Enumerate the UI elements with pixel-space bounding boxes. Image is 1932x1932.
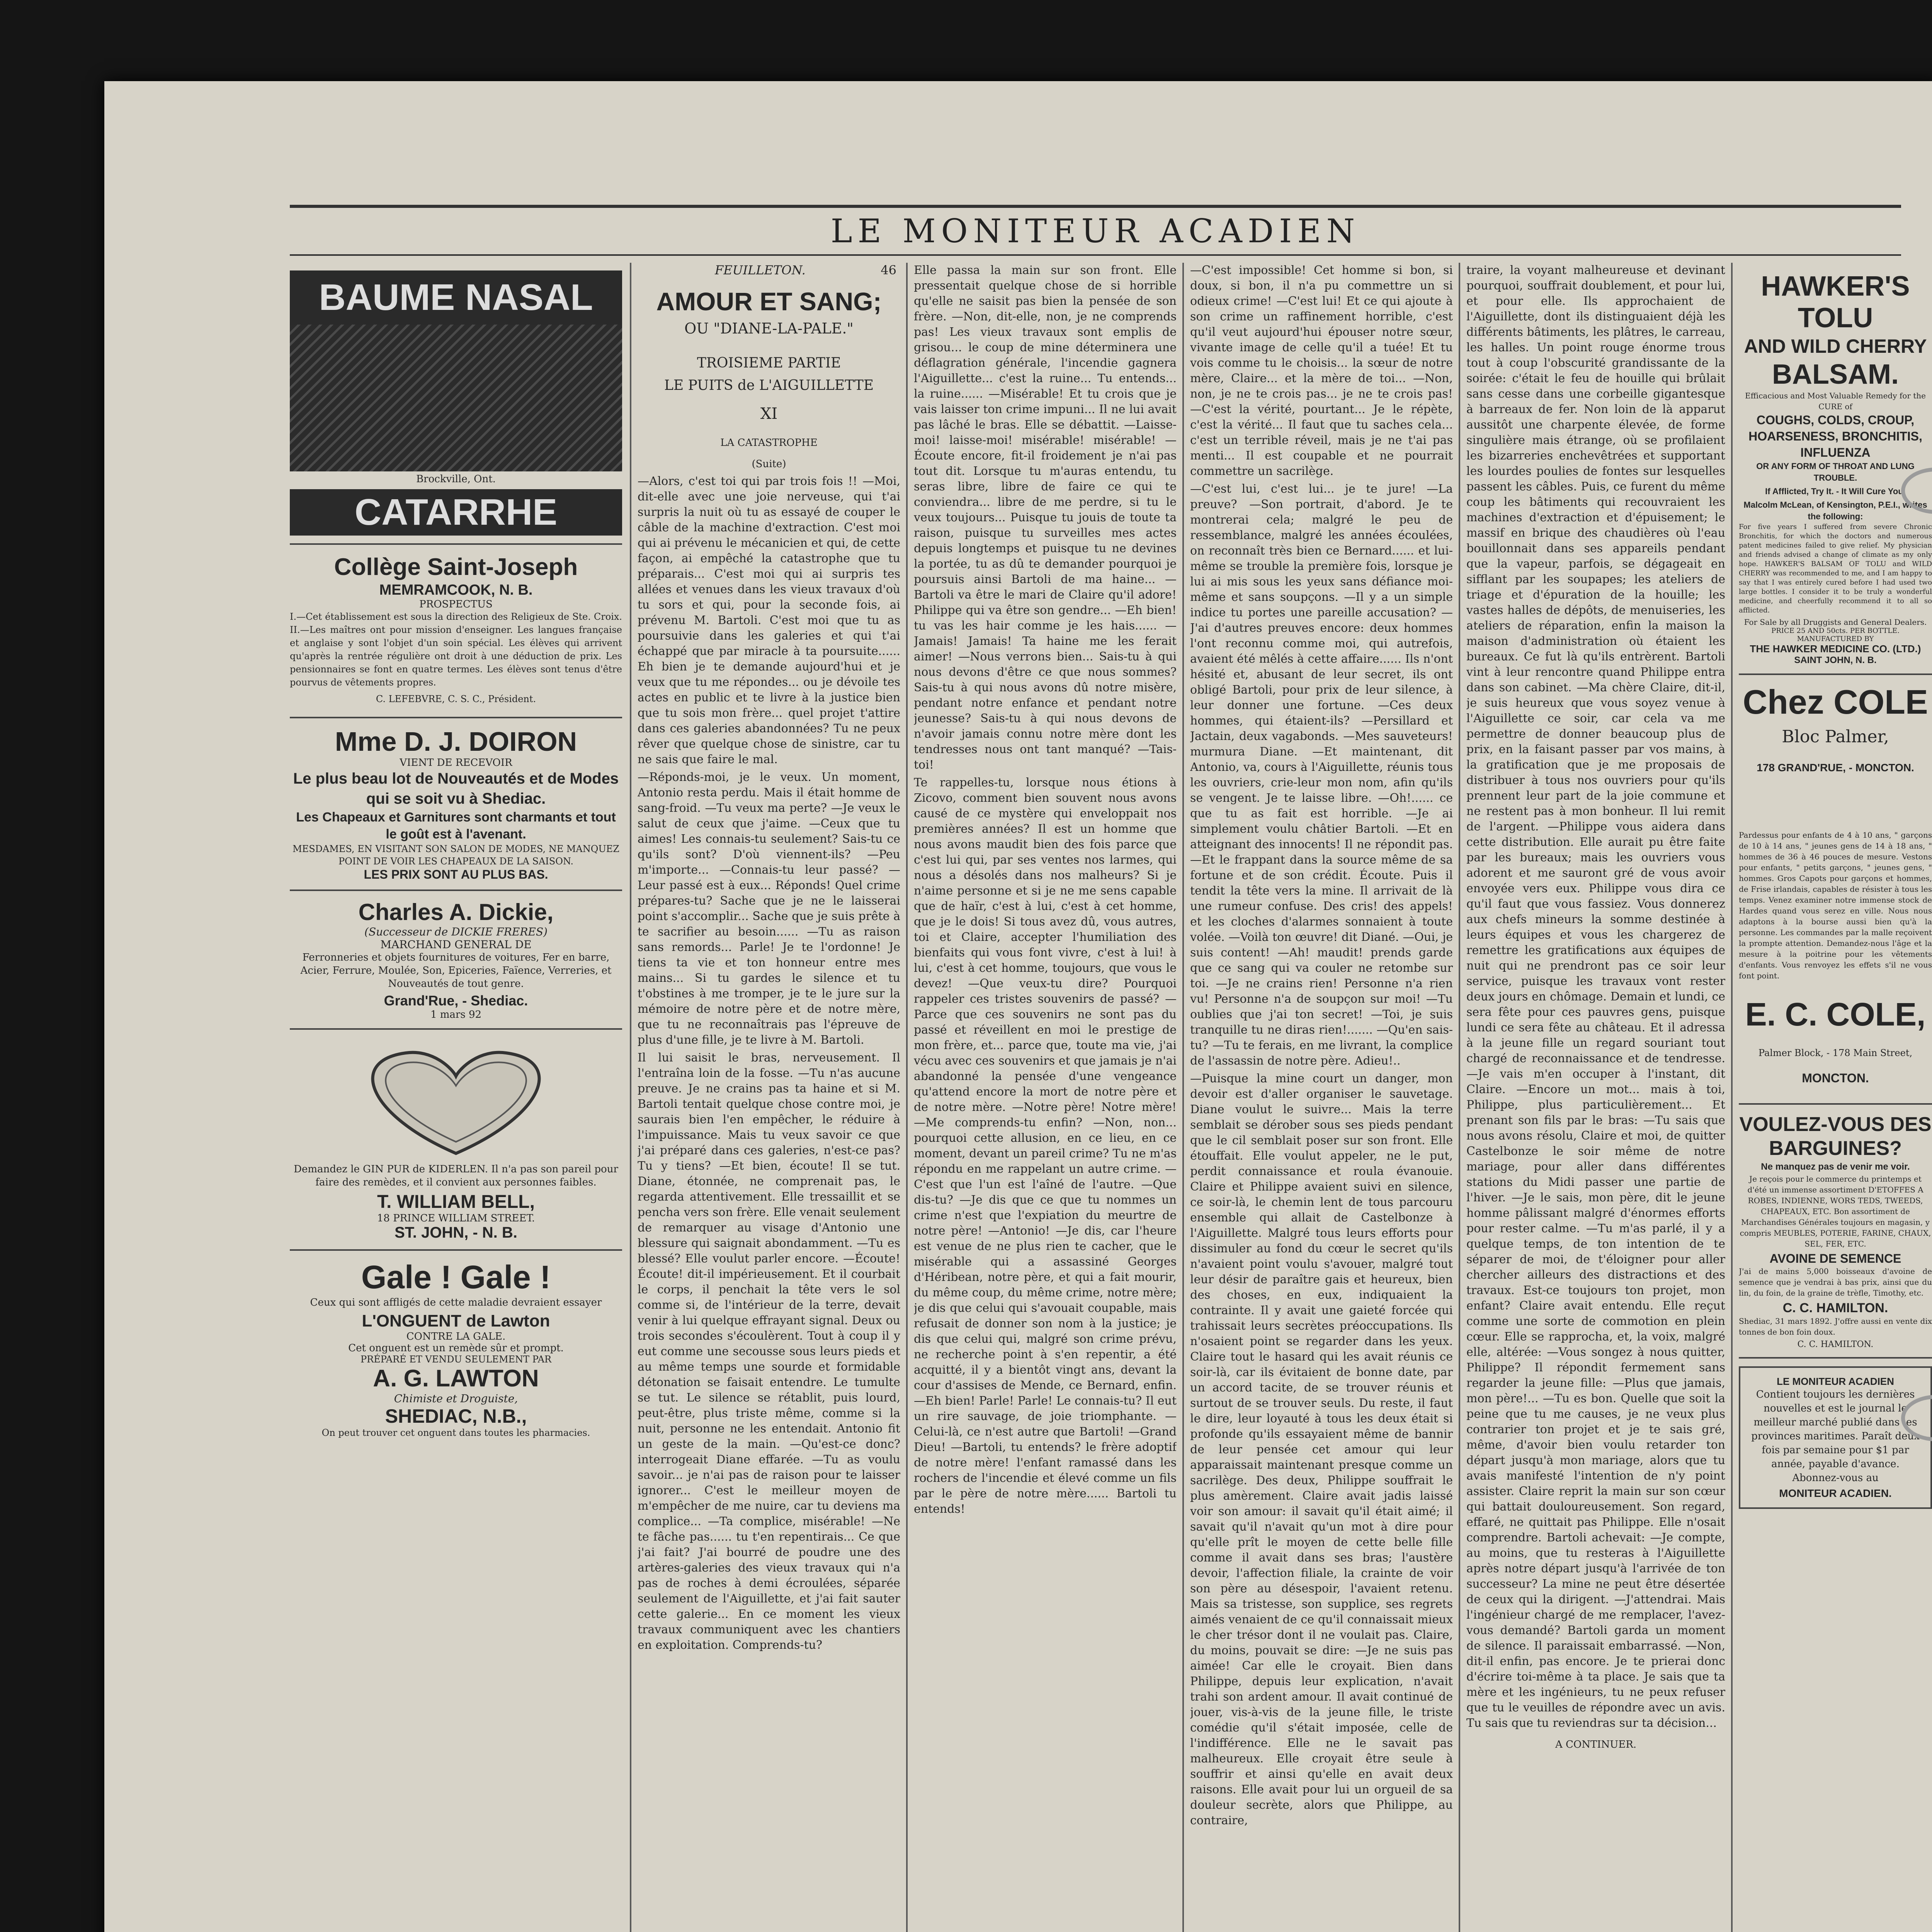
ec-cole-addr: Palmer Block, - 178 Main Street, [1758,1048,1913,1058]
cole-text: Pardessus pour enfants de 4 à 10 ans, " garçons de 10 à 14 ans, " jeunes gens de 14 à 18 ans, " hommes de 36 à 46 pouces de mesure. Vestons pour enfants, " petits garçons, " jeunes gens, " hommes. Gros Capots pour garçons et hommes, de Frise irlandais, capables de résister à tous les temps. Venez examiner notre immense stock de Hardes quand vous serez en ville. Nous nous adaptons à la bourse aussi bien qu'à la personne. Les commandes par la malle reçoivent la prompte attention. Demandez-nous l'âge et la mesure à la poitrine pour les vêtements d'enfants. Vous renvoyez les effets s'il ne vous font point. [1739,830,1932,980]
story-subtitle: OU "DIANE-LA-PALE." [684,320,854,337]
ec-cole-title: E. C. COLE, [1745,996,1926,1032]
feuilleton-column-1 [638,263,900,1932]
dickie-addr: Grand'Rue, - Shediac. [384,993,528,1009]
lawton-title: A. G. LAWTON [373,1365,539,1392]
hawker-cures: COUGHS, COLDS, CROUP, HOARSENESS, BRONCHITIS, INFLUENZA [1748,413,1922,459]
onguent-sub: CONTRE LA GALE. [406,1331,506,1342]
gin-text: Demandez le GIN PUR de KIDERLEN. Il n'a pas son pareil pour faire des remèdes, et il convient aux personnes faibles. [294,1163,618,1188]
story-text-5: Te rappelles-tu, lorsque nous étions à Zicovo, comment bien souvent nous avons causé de ce mystère qui enveloppait nos premières années? Il est un homme que nous avons maudit bien des fois parce que c'est lui qui, par ses ventes nos larmes, qui nous a désolés dans nos malheurs? Si je n'aime personne et si je ne me sens capable que de haïr, c'est à lui, c'est à cet homme, que je le dois! Si tous avez dû, vous autres, toi et Claire, accepter l'humiliation des bienfaits qui vous font vivre, c'est à lui! à lui, c'est à cet homme, toujours, que vous le devez! —Que veux-tu dire? Pourquoi rappeler ces tristes souvenirs de passé? —Parce que ces souvenirs ne sont pas du passé et réveillent en moi le prestige de mon frère, et... parce que, toute ma vie, j'ai vécu avec ces souvenirs et que jamais je n'ai abandonné la pensée d'une vengeance qu'attend encore la mort de notre père et de notre mère. —Notre père! Notre mère! —Me comprends-tu enfin? —Non, non... pourquoi cette allusion, en ce lieu, en ce moment, devant un pareil crime? Tu ne m'as répondu en me rappelant un autre crime. —C'est que l'un est l'aîné de l'autre. —Que dis-tu? —Je dis que ce que tu nommes un crime n'est que l'expiation du meurtre de notre père! —Antonio! —Je dis, car l'heure est venue de ne plus rien te cacher, que le misérable qui a assassiné Georges d'Héribean, notre père, et qui a fait mourir, du même coup, du même crime, notre mère; je dis que celui qui s'avouait coupable, mais refusait de donner son nom à la justice; je dis que celui qui, malgré son crime prévu, ne recherche point à s'en repentir, a été acquitté, il y a bientôt vingt ans, devant la cour d'assises de Mende, ce Bernard, enfin. —Eh bien! Parle! Parle! Le connais-tu? Il eut un rire sauvage, de joie triomphante. —Celui-là, ce n'est autre que Bartoli! —Grand Dieu! —Bartoli, tu entends? le frère adoptif de notre mère! l'enfant ramassé dans les rochers de l'incendie et élevé comme un fils par le père de notre mère...... Bartoli tu entends! [914,776,1177,1516]
story-text-4: Elle passa la main sur son front. Elle pressentait quelque chose de si horrible qu'elle ne saisit pas bien la pensée de son frère. —Non, dit-elle, non, je ne comprends pas! Les vieux travaux sont emplis de grisou... le coup de mine déterminera une déflagration générale, l'incendie gagnera l'Aiguillette... c'est la ruine... Tu entends... la ruine...... —Misérable! Et tu crois que je vais laisser ton crime impuni... Il ne lui avait pas lâché le bras. Elle se débattit. —Laisse-moi! laisse-moi! misérable! misérable! —Écoute encore, fit-il froidement je n'ai pas tout dit. Lorsque tu m'auras entendu, tu seras libre, libre de faire ce qui te conviendra... libre de me perdre, si tu le veux toujours... Puisque tu jouis de toute ta raison, puisque tu surveilles mes actes depuis longtemps et puisque tu ne devines la portée, tu as dû te demander pourquoi je poursuis ainsi Bartoli de ma haine... —Bartoli va être le mari de Claire qu'il adore! Philippe qui va être son gendre... —Eh bien! tu vas les hair comme je les hais...... —Jamais! Jamais! Ta haine me les ferait aimer! —Nous verrons bien... Sais-tu à qui nous devons d'être ce que nous sommes? Sais-tu à qui nous avons dû notre misère, pendant notre enfance et pendant notre jeunesse? Sais-tu à qui nous devons de n'avoir jamais connu notre mère dont les tendresses nous ont tant manqué? —Tais-toi! [914,264,1177,772]
avoine-text: J'ai de mains 5,000 boisseaux d'avoine de semence que je vendrai à bas prix, ainsi que du lin, du foin, de la graine de trèfle, Timothy, etc. [1739,1267,1932,1298]
baume-subtitle: CATARRHE [290,489,622,536]
bell-addr: 18 PRINCE WILLIAM STREET. [377,1213,535,1224]
lawton-note: On peut trouver cet onguent dans toutes les pharmacies. [321,1427,590,1438]
moniteur-text: Contient toujours les dernières nouvelles et est le journal le meilleur marché publié dans les provinces maritimes. Paraît deux fois par semaine pour $1 par année, payable d'avance. Abonnez-vous au [1751,1389,1920,1484]
doiron-line4: LES PRIX SONT AU PLUS BAS. [364,867,548,881]
dickie-title: Charles A. Dickie, [358,899,554,925]
college-sign: C. LEFEBVRE, C. S. C., Président. [376,694,536,704]
hawker-city: SAINT JOHN, N. B. [1794,655,1877,665]
gale-text: Ceux qui sont affligés de cette maladie devraient essayer [310,1297,602,1308]
feuilleton-column-3 [1190,263,1453,1932]
doiron-line2: Les Chapeaux et Garnitures sont charmants et tout le goût est à l'avenant. [296,810,616,842]
cole-addr: 178 GRAND'RUE, - MONCTON. [1757,762,1914,774]
moniteur-ad [1739,1366,1932,1509]
hawker-l3: AND WILD CHERRY [1744,335,1927,357]
college-kicker: PROSPECTUS [419,599,493,610]
ads-column-left [290,263,622,1932]
column-rule [906,263,908,1932]
college-text: I.—Cet établissement est sous la direction des Religieux de Ste. Croix. II.—Les maîtres ont pour mission d'enseigner. Les langues française et anglaise y sont l'objet d'un soin spécial. Les élèves qui arrivent qu'après la rentrée régulière ont droit à une déduction de prix. Les pensionnaires se font en quatre termes. Les élèves sont tenus d'être pourvus de vêtements propres. [290,611,622,688]
story-text-3: Il lui saisit le bras, nerveusement. Il l'entraîna loin de la fosse. —Tu n'as aucune preuve. Je ne crains pas ta haine et si M. Bartoli tentait quelque chose contre moi, je saurais bien l'en empêcher, le réduire à l'impuissance. Mais tu veux savoir ce que j'ai préparé dans ces galeries, n'est-ce pas? Tu y tiens? —Et bien, écoute! Il se tut. Diane, étonnée, ne comprenait pas, le regarda attentivement. Elle tressaillit et se pencha vers son frère. Elle venait seulement de remarquer au visage d'Antonio une blessure qui saignait abondamment. —Tu es blessé? Elle voulut parler encore. —Écoute! Écoute! dit-il impérieusement. Et il courbait le corps, il penchait la tête vers le sol comme si, de l'intérieur de la terre, devait venir à lui quelque effrayant signal. Deux ou trois secondes s'écoulèrent. Tout à coup il y eut comme une secousse sous leurs pieds et au même temps une sourde et formidable détonation se faisait entendre. Le tumulte se tut. Le silence se rétablit, puis lourd, peut-être, plus triste même, comme si la nuit, personne ne les entendait. Antonio fit un geste de la main. —Qu'est-ce donc? interrogeait Diane effarée. —Tu as voulu savoir... je n'ai pas de raison pour te laisser ignorer... C'est le meilleur moyen de m'empêcher de me nuire, car tu deviens ma complice... —Ta complice, misérable! —Ne te fâche pas...... tu t'en repentirais... Ce que j'ai fait? J'ai bourré de poudre une des artères-galeries des vieux travaux qui n'a pas de roches à demi écroulées, séparée seulement de l'Aiguillette, et j'ai fait sauter cette galerie... En ce moment les vieux travaux communiquent avec les chantiers en exploitation. Comprends-tu? [638,1051,900,1652]
hawker-ad [1739,263,1932,675]
baume-nasal-ad [290,263,622,545]
doiron-sub: VIENT DE RECEVOIR [400,757,512,769]
hawker-l4: BALSAM. [1772,359,1899,390]
column-rule [1731,263,1733,1932]
cole-title: Chez COLE [1743,683,1928,721]
hawker-brand: HAWKER'S [1761,271,1910,302]
heart-seal-icon [290,1037,622,1161]
doiron-ad [290,718,622,891]
lawton-pre: PRÉPARÉ ET VENDU SEULEMENT PAR [360,1354,552,1365]
chapter-number: XI [760,405,778,423]
moniteur-title: LE MONITEUR ACADIEN [1777,1376,1894,1387]
dickie-kind: MARCHAND GENERAL DE [380,938,532,951]
ads-column-right [1739,263,1932,1932]
hawker-test: Malcolm McLean, of Kensington, P.E.I., writes the following: [1743,500,1927,521]
masthead [290,205,1901,256]
story-text-9: traire, la voyant malheureuse et devinant pourquoi, souffrait doublement, et pour lui, et pour elle. Ils approchaient de l'Aiguillette, dont ils distinguaient déjà les différents bâtiments, les plâtres, le carreau, les halles. Un point rouge énorme trous tout à coup l'obscurité grandissante de la soirée: c'était le feu de houille qui brûlait sans cesse dans une corbeille gigantesque à barreaux de fer. Non loin de là apparut aussitôt une charpente élevée, de forme singulière mais étrange, où se profilaient les bizarreries enchevêtrées et supportant les lourdes poulies de fontes sur lesquelles passent les câbles. Puis, ce furent du même coup les bâtiments qui recouvraient les machines d'extraction et d'épuisement; le massif en brique des chaudières où l'eau bouillonnait dans ses appareils pendant que la vapeur, parfois, se dégageait en sifflant par les soupapes; les ateliers de triage et d'épuration de la houille; les vastes halles de dépôts, de menuiseries, les ateliers de réparation, enfin la maison la maison d'administration où étaient les bureaux. Ce fut là qu'ils entrèrent. Bartoli vint à leur rencontre quand Philippe entra dans son cabinet. —Ma chère Claire, dit-il, je suis heureux que vous soyez venue à l'Aiguillette ce soir, car cela va me permettre de donner beaucoup plus de prix, en la faisant passer par vos mains, à la gratification que je me proposais de distribuer à tous nos ouvriers pour qu'ils prennent leur part de la joie commune et ne restent pas à mon bonheur. Il lui remit de l'argent. —Philippe vous aidera dans cette distribution. Elle aurait pu être faite par les bureaux; mais les ouvriers vous adorent et me sauront gré de vous avoir envoyée vers eux. Philippe vous dira ce qu'il faut que vous fassiez. Vous donnerez aux chefs mineurs la somme destinée à leurs équipes et vous les chargerez de remettre les gratifications aux équipes de nuit qui ne prendront pas ce soir leur service, puisque les travaux vont rester deux jours en chômage. Demain et lundi, ce sera fête pour ces pauvres gens, puisque lundi ce sera fête au château. Et il adressa à la jeune fille un regard souriant tout chargé de reconnaissance et de tendresse. —Je vais m'en occuper à l'instant, dit Claire. —Encore un mot... mais à toi, Philippe, plus particulièrement... Et prenant son fils par le bras: —Tu sais que nous avons résolu, Claire et moi, de quitter Castelbonze le soir même de notre mariage, pour aller dans différentes stations du Midi passer une partie de l'hiver. —Je le sais, mon père, dit le jeune homme pâlissant malgré d'énormes efforts pour rester calme. —Tu m'as parlé, il y a quelque temps, de ton intention de te séparer de moi, de t'éloigner pour aller chercher ailleurs des distractions et des travaux. Est-ce toujours ton projet, mon enfant? Claire avait entendu. Elle reçut comme une sorte de commotion en plein cœur. Elle se rapprocha, et, la voix, malgré elle, altérée: —Vous songez à nous quitter, Philippe? Il répondit fermement sans regarder la jeune fille: —Plus que jamais, mon père!... —Tu es bon. Quelle que soit la peine que tu me causes, je ne veux plus contrarier ton projet et je te sais gré, même, d'avoir bien voulu retarder ton départ jusqu'à mon mariage, alors que tu avais manifesté l'intention de n'y point assister. Claire reprit la main sur son cœur qui battait douloureusement. Son regard, effaré, ne quittait pas Philippe. Elle n'osait comprendre. Bartoli achevait: —Je compte, au moins, que tu resteras à l'Aiguillette après notre départ jusqu'à l'arrivée de ton successeur? La mine ne peut être désertée de ceux qui la dirigent. —J'attendrai. Mais l'ingénieur chargé de me remplacer, l'avez-vous demandé? Bartoli garda un moment de silence. Il paraissait embarrassé. —Non, dit-il enfin, pas encore. Je te prierai donc d'écrire toi-même à ta place. Je sais que ta mère et les ingénieurs, tu ne peux refuser que tu le veuilles de répondre avec un avis. Tu sais que tu reviendras sur ta décision... [1466,264,1725,1730]
doiron-title: Mme D. J. DOIRON [335,726,577,757]
onguent-text: Cet onguent est un remède sûr et prompt. [348,1342,564,1354]
bell-title: T. WILLIAM BELL, [377,1192,535,1212]
feuilleton-label: FEUILLETON. [715,263,806,277]
chapter-title: LA CATASTROPHE [720,437,818,449]
gale-title: Gale ! Gale ! [361,1259,551,1295]
dickie-date: 1 mars 92 [430,1009,482,1020]
dickie-text: Ferronneries et objets fournitures de voitures, Fer en barre, Acier, Ferrure, Moulée, Son, Epiceries, Faïence, Verreries, et Nouveautés de tout genre. [300,952,612,990]
cole-ad [1739,675,1932,1105]
hawker-l2: TOLU [1798,303,1873,333]
avoine-title: AVOINE DE SEMENCE [1769,1252,1901,1265]
college-place: MEMRAMCOOK, N. B. [379,582,533,598]
bell-city: ST. JOHN, - N. B. [395,1224,517,1241]
baume-small: Brockville, Ont. [416,473,496,485]
hawker-quote: For five years I suffered from severe Chronic Bronchitis, for which the doctors and numerous patent medicines failed to give relief. My physician and friends advised a change of climate as my only hope. HAWKER'S BALSAM OF TOLU and WILD CHERRY was recommended to me, and I am happy to say that I was entirely cured before I had used two large bottles. I consider it to be truly a wonderful medicine, and cheerfully recommend it to all so afflicted. [1739,523,1932,614]
story-text-6: —C'est impossible! Cet homme si bon, si doux, si bon, il n'a pu commettre un si odieux crime! —C'est lui! Et ce qui ajoute à son crime un raffinement horrible, c'est qu'il veut aujourd'hui épouser notre sœur, vivante image de celle qu'il a tuée! Et tu vois comme tu le choisis... la sœur de notre mère, Claire... et la mère de toi... —Non, non, je ne te crois pas... je ne te crois pas! —C'est la vérité, pourtant... Je le répète, c'est la vérité... Il faut que tu saches cela... c'est un terrible réveil, mais je ne t'ai pas menti... Il est coupable et ne pourrait commettre un sacrilège. [1190,264,1453,478]
column-rule [1182,263,1184,1932]
doiron-line1: Le plus beau lot de Nouveautés et de Modes qui se soit vu à Shediac. [293,770,619,807]
dickie-sub: (Successeur de DICKIE FRERES) [364,925,548,938]
feuilleton-column-2 [914,263,1177,1932]
hawker-cures2: OR ANY FORM OF THROAT AND LUNG TROUBLE. [1756,461,1915,483]
voulez-text: Je reçois pour le commerce du printemps et d'été un immense assortiment D'ETOFFES A ROBES, INDIENNE, WORS TEDS, TWEEDS, CHAPEAUX, ETC. Bon assortiment de Marchandises Générales toujours en magasin, y compris MEUBLES, POTERIE, FARINE, CHAUX, SEL, FER, ETC. [1740,1174,1931,1248]
column-rule [1459,263,1460,1932]
story-text-1: —Alors, c'est toi qui par trois fois !! —Moi, dit-elle avec une joie nerveuse, qui t'ai surpris la nuit où tu as essayé de couper le câble de la machine d'extraction. C'est moi qui ai prévenu le mécanicien et qui, de cette façon, ai empêché la catastrophe que tu préparais... C'est moi qui ai surpris tes allées et venues dans les vieux travaux d'où tu sors et qui, pour la seconde fois, ai prévenu M. Bartoli. C'est moi que tu as poursuivie dans les galeries et qui t'ai échappé que par miracle à ta poursuite...... Eh bien je te demande aujourd'hui et je veux que tu me répondes... ou je dévoile tes actes en public et te livre à la justice bien que tu sois mon frère... quel projet t'attire dans ces galeries abandonnées? Tu ne peux rêver que quelque chose de sinistre, car tu ne sais que faire le mal. [638,474,900,766]
chapter-suite: (Suite) [752,458,786,470]
hawker-tag: Efficacious and Most Valuable Remedy for the CURE of [1745,391,1926,411]
hawker-co: THE HAWKER MEDICINE CO. (LTD.) [1750,643,1921,655]
barguines-ad [1739,1105,1932,1359]
story-part: TROISIEME PARTIE [697,355,841,371]
column-rule [630,263,631,1932]
story-part-title: LE PUITS de L'AIGUILLETTE [664,378,874,393]
gin-ad [290,1030,622,1251]
college-title: Collège Saint-Joseph [334,554,578,580]
hamilton-sign: C. C. HAMILTON. [1797,1340,1874,1349]
hawker-sale: For Sale by all Druggists and General Dealers. [1744,617,1927,627]
baume-illustration [290,325,622,471]
newspaper-page [104,81,1932,1932]
story-continuer: A CONTINUER. [1555,1739,1637,1750]
story-text-8: —Puisque la mine court un danger, mon devoir est d'aller organiser le sauvetage. Diane voulut le suivre... Mais la terre semblait se dérober sous ses pieds pendant que le cil semblait poser sur son front. Elle étouffait. Elle voulut appeler, ne le put, perdit connaissance et roula évanouie. Claire et Philippe avaient suivi en silence, ce soir-là, le chemin lent de tous parcouru ensemble qui allait de Castelbonze à l'Aiguillette. Malgré tous leurs efforts pour dissimuler au fond du cœur le secret qu'ils n'avaient point voulu s'avouer, malgré tout leur désir de paraître gais et heureux, bien des choses, en eux, indiquaient la contrainte. Il y avait une gaieté forcée qui trahissait leurs secrètes préoccupations. Ils n'osaient point se regarder dans les yeux. Claire tout le hasard qui les avait réunis ce soir-là, car ils évitaient de bonne date, par un accord tacite, de se trouver réunis et surtout de se trouver seuls. Du reste, il faut le dire, leur loyauté à tous les deux était si profonde qu'ils essayaient même de bannir de leur pensée cet amour qui leur apparaissait maintenant presque comme un sacrilège. Des deux, Philippe souffrait le plus amèrement. Claire avait jadis laissé voir son amour: il savait qu'il était aimé; il savait qu'il n'avait qu'un mot à dire pour qu'elle prît le moyen de cette belle fille comme il avait dans ses bras; l'austère devoir, l'affection filiale, la crainte de voir son père au désespoir, l'avaient retenu. Mais sa tristesse, son supplice, ses regrets aimés venaient de ce qu'il connaissait mieux le cher trésor dont il ne voulait pas. Claire, du moins, pouvait se dire: —Je ne suis pas aimée! Car elle le croyait. Bien dans Philippe, depuis leur explication, n'avait trahi son ardent amour. Il avait continué de jouer, vis-à-vis de la jeune fille, le triste comédie qu'il s'était imposée, celle de l'indifférence. Elle ne le savait pas malheureux. Elle croyait être seule à souffrir et ainsi qu'elle en avait deux raisons. Elle avait pour lui un orgueil de sa douleur secrète, alors que Philippe, au contraire, [1190,1072,1453,1827]
onguent-title: L'ONGUENT de Lawton [362,1311,550,1330]
feuilleton-column-4 [1466,263,1725,1932]
voulez-title: VOULEZ-VOUS DES BARGUINES? [1739,1113,1932,1160]
hawker-try: If Afflicted, Try It. - It Will Cure You. [1765,486,1906,496]
hamilton-text: Shediac, 31 mars 1892. J'offre aussi en vente dix tonnes de bon foin doux. [1739,1316,1932,1337]
feuilleton-header [638,263,900,286]
story-title: AMOUR ET SANG; [656,287,882,316]
doiron-line3: MESDAMES, EN VISITANT SON SALON DE MODES, NE MANQUEZ POINT DE VOIR LES CHAPEAUX DE LA SAISON. [293,844,619,867]
cole-bloc: Bloc Palmer, [1782,727,1889,747]
lawton-city: SHEDIAC, N.B., [385,1405,527,1427]
hamilton-title: C. C. HAMILTON. [1782,1301,1888,1315]
story-text-2: —Réponds-moi, je le veux. Un moment, Antonio resta perdu. Mais il était homme de sang-froid. —Tu veux ma perte? —Je veux le salut de ceux que j'aime. —Ceux que tu aimes! Les connais-tu seulement? Sais-tu ce qu'ils sont? D'où viennent-ils? —Peu m'importe... —Connais-tu leur passé? —Leur passé est à eux... Réponds! Quel crime prépares-tu? Sache que je ne le laisserai point s'accomplir... Sache que je suis prête à te sacrifier au besoin...... —Tu as raison sans remords... Parle! Je te l'ordonne! Je tiens ta vie et ton honneur entre mes mains... Si tu gardes le silence et tu t'obstines à me tromper, je te le jure sur la mémoire de notre père et de notre mère, que tu ne reconnaîtrais pas l'épreuve de plus d'une fille, je te livre à M. Bartoli. [638,770,900,1047]
lawton-role: Chimiste et Droguiste, [394,1392,518,1405]
ec-cole-city: MONCTON. [1802,1071,1869,1085]
moniteur-sign: MONITEUR ACADIEN. [1779,1487,1892,1499]
gale-ad [290,1251,622,1446]
baume-title: BAUME NASAL [290,270,622,325]
story-text-7: —C'est lui, c'est lui... je te jure! —La preuve? —Son portrait, d'abord. Je te montrerai cela; malgré le peu de ressemblance, malgré les années écoulées, on reconnaît très bien ce Bernard...... et lui-même se trouble la première fois, lorsque je lui ai mis sous les yeux sans défiance moi-même et sans soupçons. —Il y a un simple indice tu portes une pareille accusation? —J'ai d'autres preuves encore: deux hommes l'ont reconnu comme moi, qui autrefois, avaient été mêlés à cette affaire...... Ils n'ont hésité et, abusant de leur secret, ils ont obligé Bartoli, pour prix de leur silence, à leur donner une fortune. —Ces deux hommes, qui étaient-ils? —Persillard et Jactain, deux vagabonds. —Mes sauveteurs! murmura Diane. —Et maintenant, dit Antonio, va, cours à l'Aiguillette, réunis tous les ouvriers, crie-leur mon nom, afin qu'ils se vengent. Je te laisse libre. —Oh!...... ce que tu as fait est horrible. —Je ai simplement voulu châtier Bartoli. —Et en atteignant des innocents! Il ne répondit pas. —Et le frappant dans la source même de sa fortune et de son crédit. Écoute. Puis il tendit la tête vers la mine. Il arrivait de là une rumeur confuse. Des cris! des appels! et les cloches d'alarmes sonnaient à toute volée. —Voilà ton œuvre! dit Diané. —Oui, je suis content! —Ah! maudit! prends garde que ce sang qui va couler ne retombe sur toi. —Je ne crains rien! Personne n'a rien vu! Personne n'a de soupçon sur moi! —Tu oublies que j'ai ton secret! —Toi, je suis tranquille tu ne diras rien!....... —Qu'en sais-tu? —Tu te ferais, en me livrant, la complice de l'assassin de notre père. Adieu!.. [1190,482,1453,1068]
hawker-mfr: MANUFACTURED BY [1797,635,1874,643]
voulez-sub: Ne manquez pas de venir me voir. [1761,1162,1910,1172]
college-ad [290,545,622,718]
feuilleton-number: 46 [881,263,896,277]
hawker-price: PRICE 25 AND 50cts. PER BOTTLE. [1771,627,1900,635]
dickie-ad [290,891,622,1030]
masthead-title: LE MONITEUR ACADIEN [830,212,1361,250]
